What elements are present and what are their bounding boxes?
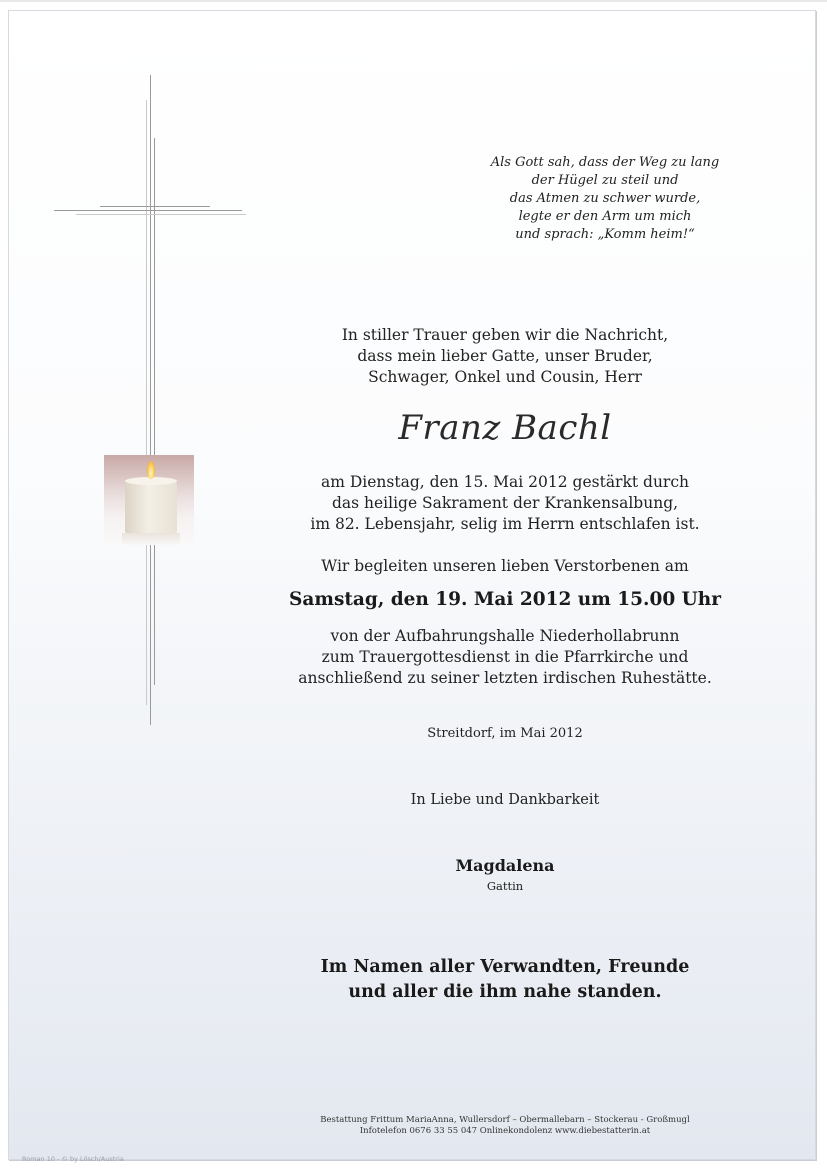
funeral-datetime: Samstag, den 19. Mai 2012 um 15.00 Uhr: [289, 589, 721, 610]
mourner-name: Magdalena: [455, 856, 555, 875]
death-notice: [260, 472, 750, 535]
death-line: im 82. Lebensjahr, selig im Herrn entschlafen ist.: [310, 515, 700, 533]
intro-text: [260, 325, 750, 388]
place-date: Streitdorf, im Mai 2012: [427, 726, 583, 741]
footer-line: Infotelefon 0676 33 55 047 Onlinekondolenz www.diebestatterin.at: [359, 1126, 651, 1136]
poem-line: der Hügel zu steil und: [531, 173, 679, 188]
poem-line: und sprach: „Komm heim!“: [515, 227, 695, 242]
accompany-line: Wir begleiten unseren lieben Verstorbenen am: [321, 557, 689, 575]
funeral-route: [260, 626, 750, 689]
template-credit: Roman 10 - © by Lösch/Austria: [22, 1155, 124, 1163]
flame-icon: [147, 461, 155, 479]
mourner-relation: Gattin: [486, 879, 524, 893]
poem-line: legte er den Arm um mich: [518, 209, 692, 224]
route-line: zum Trauergottesdienst in die Pfarrkirche und: [321, 648, 689, 666]
intro-line: dass mein lieber Gatte, unser Bruder,: [357, 347, 653, 365]
poem-line: das Atmen zu schwer wurde,: [509, 191, 701, 206]
route-line: von der Aufbahrungshalle Niederhollabrunn: [330, 627, 680, 645]
closing-phrase: In Liebe und Dankbarkeit: [410, 792, 600, 808]
top-edge: [0, 0, 827, 2]
deceased-name: Franz Bachl: [398, 408, 612, 448]
death-line: das heilige Sakrament der Krankensalbung,: [331, 494, 679, 512]
undertaker-footer: [260, 1115, 750, 1137]
poem-line: Als Gott sah, dass der Weg zu lang: [490, 155, 720, 170]
family-line: Im Namen aller Verwandten, Freunde: [320, 957, 690, 977]
family-line: und aller die ihm nahe standen.: [348, 982, 662, 1002]
intro-line: In stiller Trauer geben wir die Nachricht,: [341, 326, 669, 344]
intro-line: Schwager, Onkel und Cousin, Herr: [368, 368, 642, 386]
poem: [450, 154, 760, 244]
candle-image: [104, 455, 194, 545]
footer-line: Bestattung Frittum MariaAnna, Wullersdorf – Obermallebarn – Stockerau - Großmugl: [320, 1115, 690, 1125]
family-note: [260, 955, 750, 1005]
route-line: anschließend zu seiner letzten irdischen Ruhestätte.: [298, 669, 712, 687]
death-line: am Dienstag, den 15. Mai 2012 gestärkt durch: [320, 473, 689, 491]
